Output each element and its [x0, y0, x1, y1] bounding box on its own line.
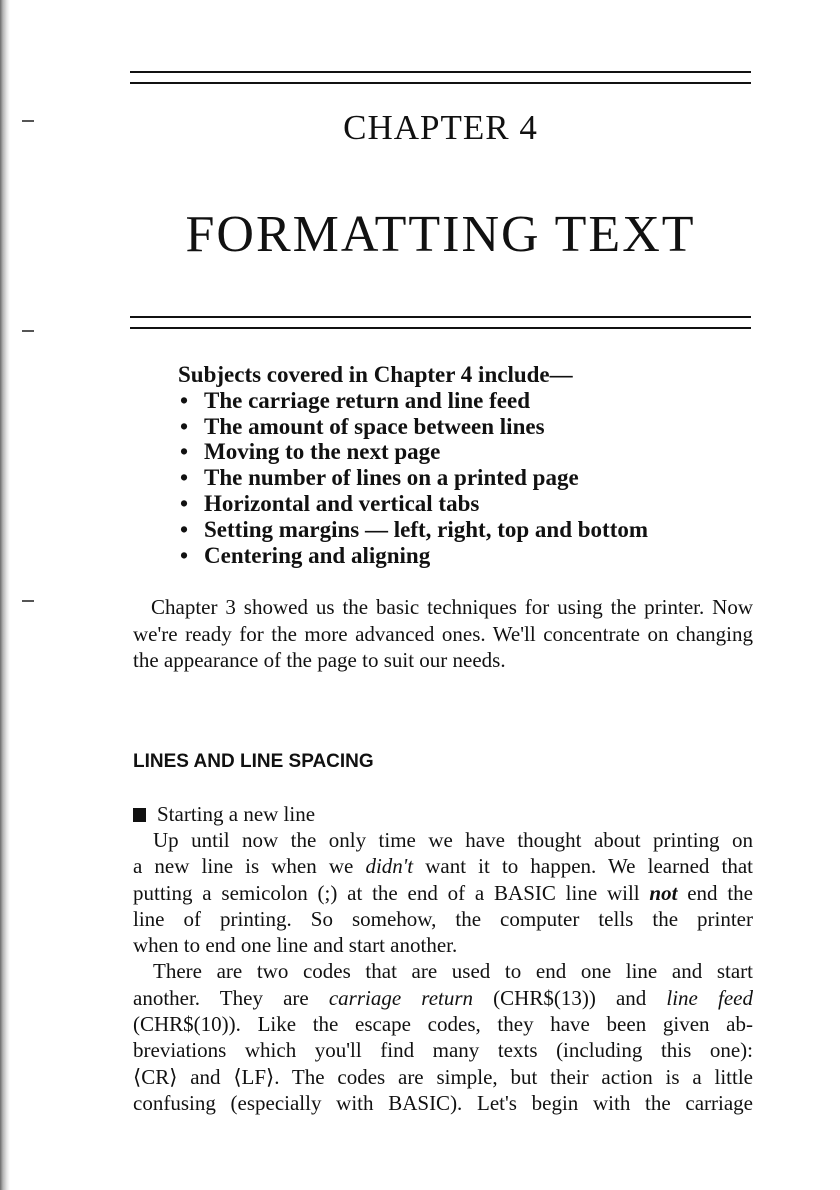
- text-line: There are two codes that are used to end one line and start: [153, 959, 753, 984]
- margin-mark: [22, 330, 34, 332]
- subjects-list: [178, 388, 778, 569]
- page-binding-edge: [0, 0, 10, 1190]
- chapter-subjects: [178, 362, 778, 568]
- top-rule: [130, 82, 751, 84]
- text-line: putting a semicolon (;) at the end of a BASIC line will not end the: [133, 880, 753, 905]
- text-line: when to end one line and start another.: [133, 933, 458, 958]
- square-bullet-icon: [133, 808, 146, 822]
- subsection-heading: Starting a new line: [133, 801, 315, 827]
- chapter-title: FORMATTING TEXT: [185, 206, 696, 263]
- text-line: line of printing. So somehow, the computer tells the printer: [133, 906, 753, 931]
- chapter-label: CHAPTER 4: [343, 108, 538, 147]
- subject-item: • Horizontal and vertical tabs: [180, 490, 480, 516]
- text-line: ⟨CR⟩ and ⟨LF⟩. The codes are simple, but their action is a little: [133, 1064, 753, 1089]
- subject-item: • The carriage return and line feed: [180, 387, 530, 413]
- text-line: another. They are carriage return (CHR$(13)) and line feed: [133, 985, 753, 1010]
- subject-item: • Setting margins — left, right, top and bottom: [180, 516, 649, 542]
- text-line: breviations which you'll find many texts (including this one):: [133, 1038, 753, 1063]
- top-rule: [130, 71, 751, 73]
- text-line: (CHR$(10)). Like the escape codes, they have been given ab-: [133, 1012, 753, 1037]
- section-heading: LINES AND LINE SPACING: [133, 751, 374, 772]
- text-line: confusing (especially with BASIC). Let's begin with the carriage: [133, 1090, 753, 1115]
- subject-item: • The amount of space between lines: [180, 413, 545, 439]
- intro-paragraph: Chapter 3 showed us the basic techniques for using the printer. Now we're ready for the more advanced ones. We'll concentrate on changing the appearance of the page to suit our needs.: [133, 595, 753, 672]
- subject-item: • Moving to the next page: [180, 439, 441, 465]
- body-text: [133, 827, 753, 1116]
- subject-item: • The number of lines on a printed page: [180, 465, 579, 491]
- text-line: Up until now the only time we have thought about printing on: [153, 828, 753, 852]
- divider-rule: [130, 327, 751, 329]
- subject-item: • Centering and aligning: [180, 542, 431, 568]
- text-line: a new line is when we didn't want it to happen. We learned that: [133, 854, 754, 879]
- subjects-heading: Subjects covered in Chapter 4 include—: [178, 362, 573, 387]
- margin-mark: [22, 600, 34, 602]
- margin-mark: [22, 120, 34, 122]
- divider-rule: [130, 316, 751, 318]
